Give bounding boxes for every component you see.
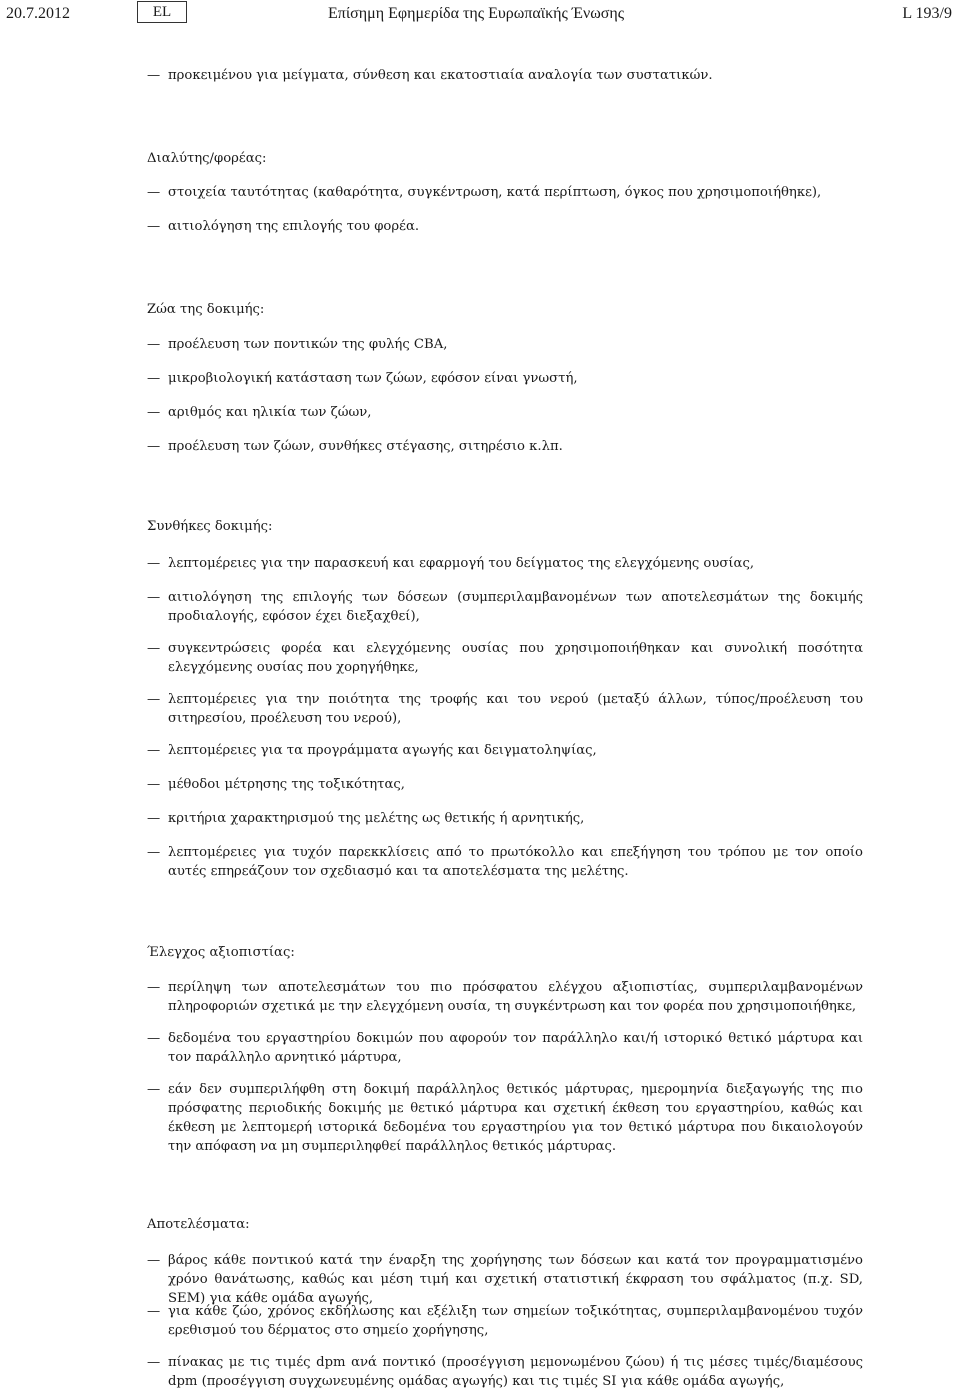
dash-marker: — [147, 556, 161, 571]
list-item [147, 978, 863, 1016]
list-item [147, 217, 863, 236]
list-item [147, 403, 863, 422]
list-item-text: κριτήρια χαρακτηρισμού της μελέτης ως θετικής ή αρνητικής, [168, 811, 585, 826]
list-item [147, 1029, 863, 1067]
list-item-text: στοιχεία ταυτότητας (καθαρότητα, συγκέντρωση, κατά περίπτωση, όγκος που χρησιμοποιήθηκε), [168, 185, 822, 200]
list-item-text: βάρος κάθε ποντικού κατά την έναρξη της χορήγησης των δόσεων και κατά τον προγραμματισμένο χρόνο θανάτωσης, καθώς και μέση τιμή και σχετική στατιστική έκφραση του σφάλματος (π.χ. SD, SEM) για κάθε ομάδα αγωγής, [168, 1253, 863, 1306]
list-item [147, 843, 863, 881]
list-item-text: λεπτομέρειες για την ποιότητα της τροφής και του νερού (μεταξύ άλλων, τύπος/προέλευση του σιτηρεσίου, προέλευση του νερού), [168, 692, 863, 726]
dash-marker: — [147, 405, 161, 420]
dash-marker: — [147, 590, 161, 605]
list-item-text: συγκεντρώσεις φορέα και ελεγχόμενης ουσίας που χρησιμοποιήθηκαν και συνολική ποσότητα ελεγχόμενης ουσίας που χορηγήθηκε, [168, 641, 863, 675]
dash-marker: — [147, 1253, 161, 1268]
list-item [147, 183, 863, 202]
dash-marker: — [147, 743, 161, 758]
dash-marker: — [147, 1304, 161, 1319]
list-item [147, 1080, 863, 1156]
list-item [147, 554, 863, 573]
list-item [147, 1251, 863, 1308]
list-item-text: προέλευση των ζώων, συνθήκες στέγασης, σιτηρέσιο κ.λπ. [168, 439, 563, 454]
list-item [147, 437, 863, 456]
list-item [147, 690, 863, 728]
list-item [147, 66, 863, 85]
dash-marker: — [147, 641, 161, 656]
list-item [147, 775, 863, 794]
dash-marker: — [147, 371, 161, 386]
list-item [147, 639, 863, 677]
list-item-text: αιτιολόγηση της επιλογής του φορέα. [168, 219, 420, 234]
list-item [147, 335, 863, 354]
list-item-text: μικροβιολογική κατάσταση των ζώων, εφόσον είναι γνωστή, [168, 371, 578, 386]
list-item [147, 809, 863, 828]
list-item-text: εάν δεν συμπεριλήφθη στη δοκιμή παράλληλος θετικός μάρτυρας, ημερομηνία διεξαγωγής της πιο πρόσφατης περιοδικής δοκιμής με θετικό μάρτυρα και σχετική έκθεση του εργαστηρίου, καθώς και έκθεση με λεπτομερή ιστορικά δεδομένα του εργαστηρίου για τον θετικό μάρτυρα που δικαιολογούν την απόφαση να μη συμπεριληφθεί παράλληλος θετικός μάρτυρας. [168, 1082, 863, 1154]
list-item-text: λεπτομέρειες για την παρασκευή και εφαρμογή του δείγματος της ελεγχόμενης ουσίας, [168, 556, 755, 571]
list-item-text: λεπτομέρειες για τυχόν παρεκκλίσεις από το πρωτόκολλο και επεξήγηση του τρόπου με τον οποίο αυτές επηρεάζουν τον σχεδιασμό και τα αποτελέσματα της μελέτης. [168, 845, 863, 879]
section-heading-reliability: Έλεγχος αξιοπιστίας: [147, 945, 295, 960]
dash-marker: — [147, 980, 161, 995]
dash-marker: — [147, 439, 161, 454]
list-item-text: προέλευση των ποντικών της φυλής CBA, [168, 337, 448, 352]
page-number: L 193/9 [902, 5, 952, 22]
list-item-text: μέθοδοι μέτρησης της τοξικότητας, [168, 777, 405, 792]
dash-marker: — [147, 692, 161, 707]
list-item [147, 1353, 863, 1391]
dash-marker: — [147, 185, 161, 200]
publication-date: 20.7.2012 [6, 5, 70, 22]
section-heading-conditions: Συνθήκες δοκιμής: [147, 519, 273, 534]
list-item [147, 1302, 863, 1340]
list-item-text: προκειμένου για μείγματα, σύνθεση και εκατοστιαία αναλογία των συστατικών. [168, 68, 713, 83]
list-item-text: αριθμός και ηλικία των ζώων, [168, 405, 372, 420]
list-item-text: λεπτομέρειες για τα προγράμματα αγωγής και δειγματοληψίας, [168, 743, 597, 758]
section-heading-animals: Ζώα της δοκιμής: [147, 302, 265, 317]
dash-marker: — [147, 1031, 161, 1046]
dash-marker: — [147, 811, 161, 826]
dash-marker: — [147, 777, 161, 792]
list-item-text: αιτιολόγηση της επιλογής των δόσεων (συμπεριλαμβανομένων των αποτελεσμάτων της δοκιμής προδιαλογής, εφόσον έχει διεξαχθεί), [168, 590, 863, 624]
dash-marker: — [147, 1355, 161, 1370]
dash-marker: — [147, 219, 161, 234]
list-item-text: δεδομένα του εργαστηρίου δοκιμών που αφορούν τον παράλληλο και/ή ιστορικό θετικό μάρτυρα και τον παράλληλο αρνητικό μάρτυρα, [168, 1031, 863, 1065]
list-item [147, 369, 863, 388]
dash-marker: — [147, 1082, 161, 1097]
journal-title: Επίσημη Εφημερίδα της Ευρωπαϊκής Ένωσης [328, 5, 625, 22]
list-item [147, 741, 863, 760]
list-item-text: πίνακας με τις τιμές dpm ανά ποντικό (προσέγγιση μεμονωμένου ζώου) ή τις μέσες τιμές/διαμέσους dpm (προσέγγιση συγχωνευμένης ομάδας αγωγής) και τις τιμές SI για κάθε ομάδα αγωγής, [168, 1355, 863, 1389]
dash-marker: — [147, 68, 161, 83]
list-item-text: περίληψη των αποτελεσμάτων του πιο πρόσφατου ελέγχου αξιοπιστίας, συμπεριλαμβανομένων πληροφοριών σχετικά με την ελεγχόμενη ουσία, τη συγκέντρωση και τον φορέα που χρησιμοποιήθηκε, [168, 980, 863, 1014]
language-badge: EL [137, 1, 187, 23]
dash-marker: — [147, 337, 161, 352]
list-item [147, 588, 863, 626]
section-heading-results: Αποτελέσματα: [147, 1217, 250, 1232]
dash-marker: — [147, 845, 161, 860]
list-item-text: για κάθε ζώο, χρόνος εκδήλωσης και εξέλιξη των σημείων τοξικότητας, συμπεριλαμβανομένου τυχόν ερεθισμού του δέρματος στο σημείο χορήγησης, [168, 1304, 863, 1338]
section-heading-solvent: Διαλύτης/φορέας: [147, 151, 267, 166]
